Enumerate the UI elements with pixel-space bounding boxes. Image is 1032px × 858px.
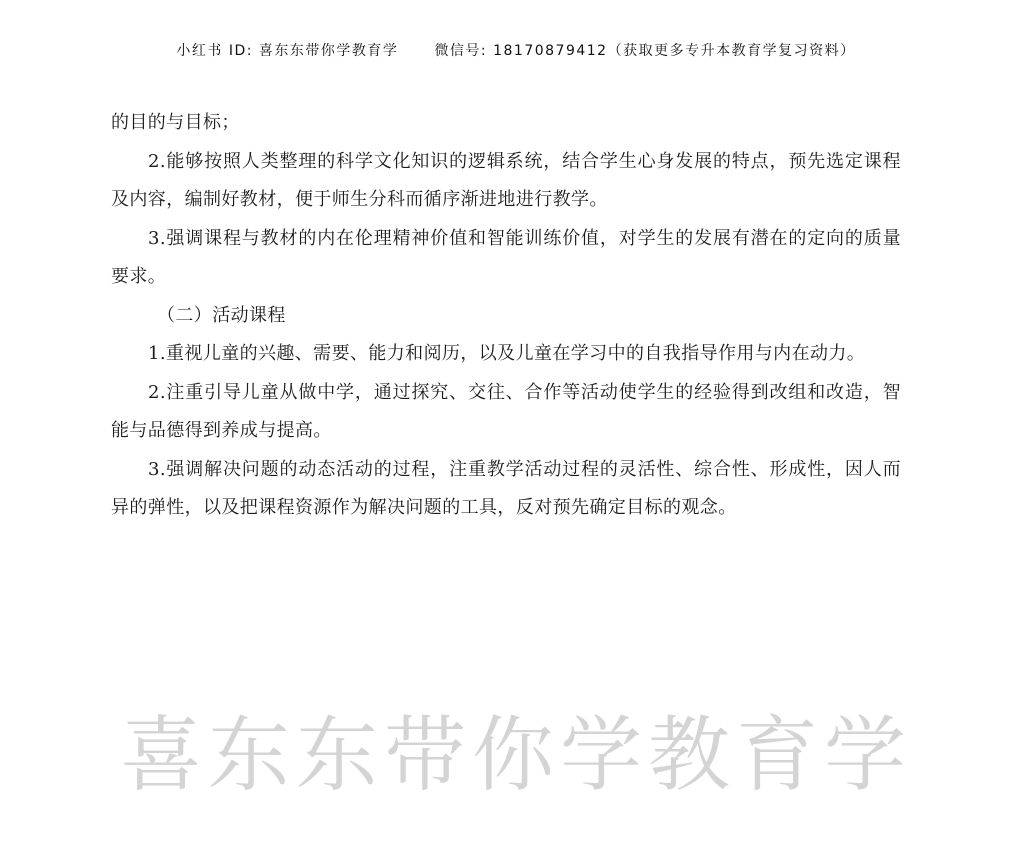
header-wechat: 微信号: 18170879412（获取更多专升本教育学复习资料） — [434, 43, 856, 59]
document-body — [111, 104, 901, 528]
paragraph-item: 3.强调解决问题的动态活动的过程，注重教学活动过程的灵活性、综合性、形成性，因人而异的弹性，以及把课程资源作为解决问题的工具，反对预先确定目标的观念。 — [111, 458, 901, 518]
paragraph-item: 3.强调课程与教材的内在伦理精神价值和智能训练价值，对学生的发展有潜在的定向的质量要求。 — [111, 227, 901, 287]
paragraph-item: 2.注重引导儿童从做中学，通过探究、交往、合作等活动使学生的经验得到改组和改造，智能与品德得到养成与提高。 — [111, 381, 901, 441]
paragraph-item: 2.能够按照人类整理的科学文化知识的逻辑系统，结合学生心身发展的特点，预先选定课程及内容，编制好教材，便于师生分科而循序渐进地进行教学。 — [111, 150, 901, 210]
paragraph-continuation: 的目的与目标； — [111, 112, 240, 133]
page-header — [0, 40, 1032, 60]
section-heading: （二）活动课程 — [157, 304, 286, 326]
header-account: 小红书 ID: 喜东东带你学教育学 — [176, 43, 399, 59]
paragraph-item: 1.重视儿童的兴趣、需要、能力和阅历，以及儿童在学习中的自我指导作用与内在动力。 — [148, 343, 866, 364]
watermark: 喜东东带你学教育学 — [120, 708, 913, 803]
